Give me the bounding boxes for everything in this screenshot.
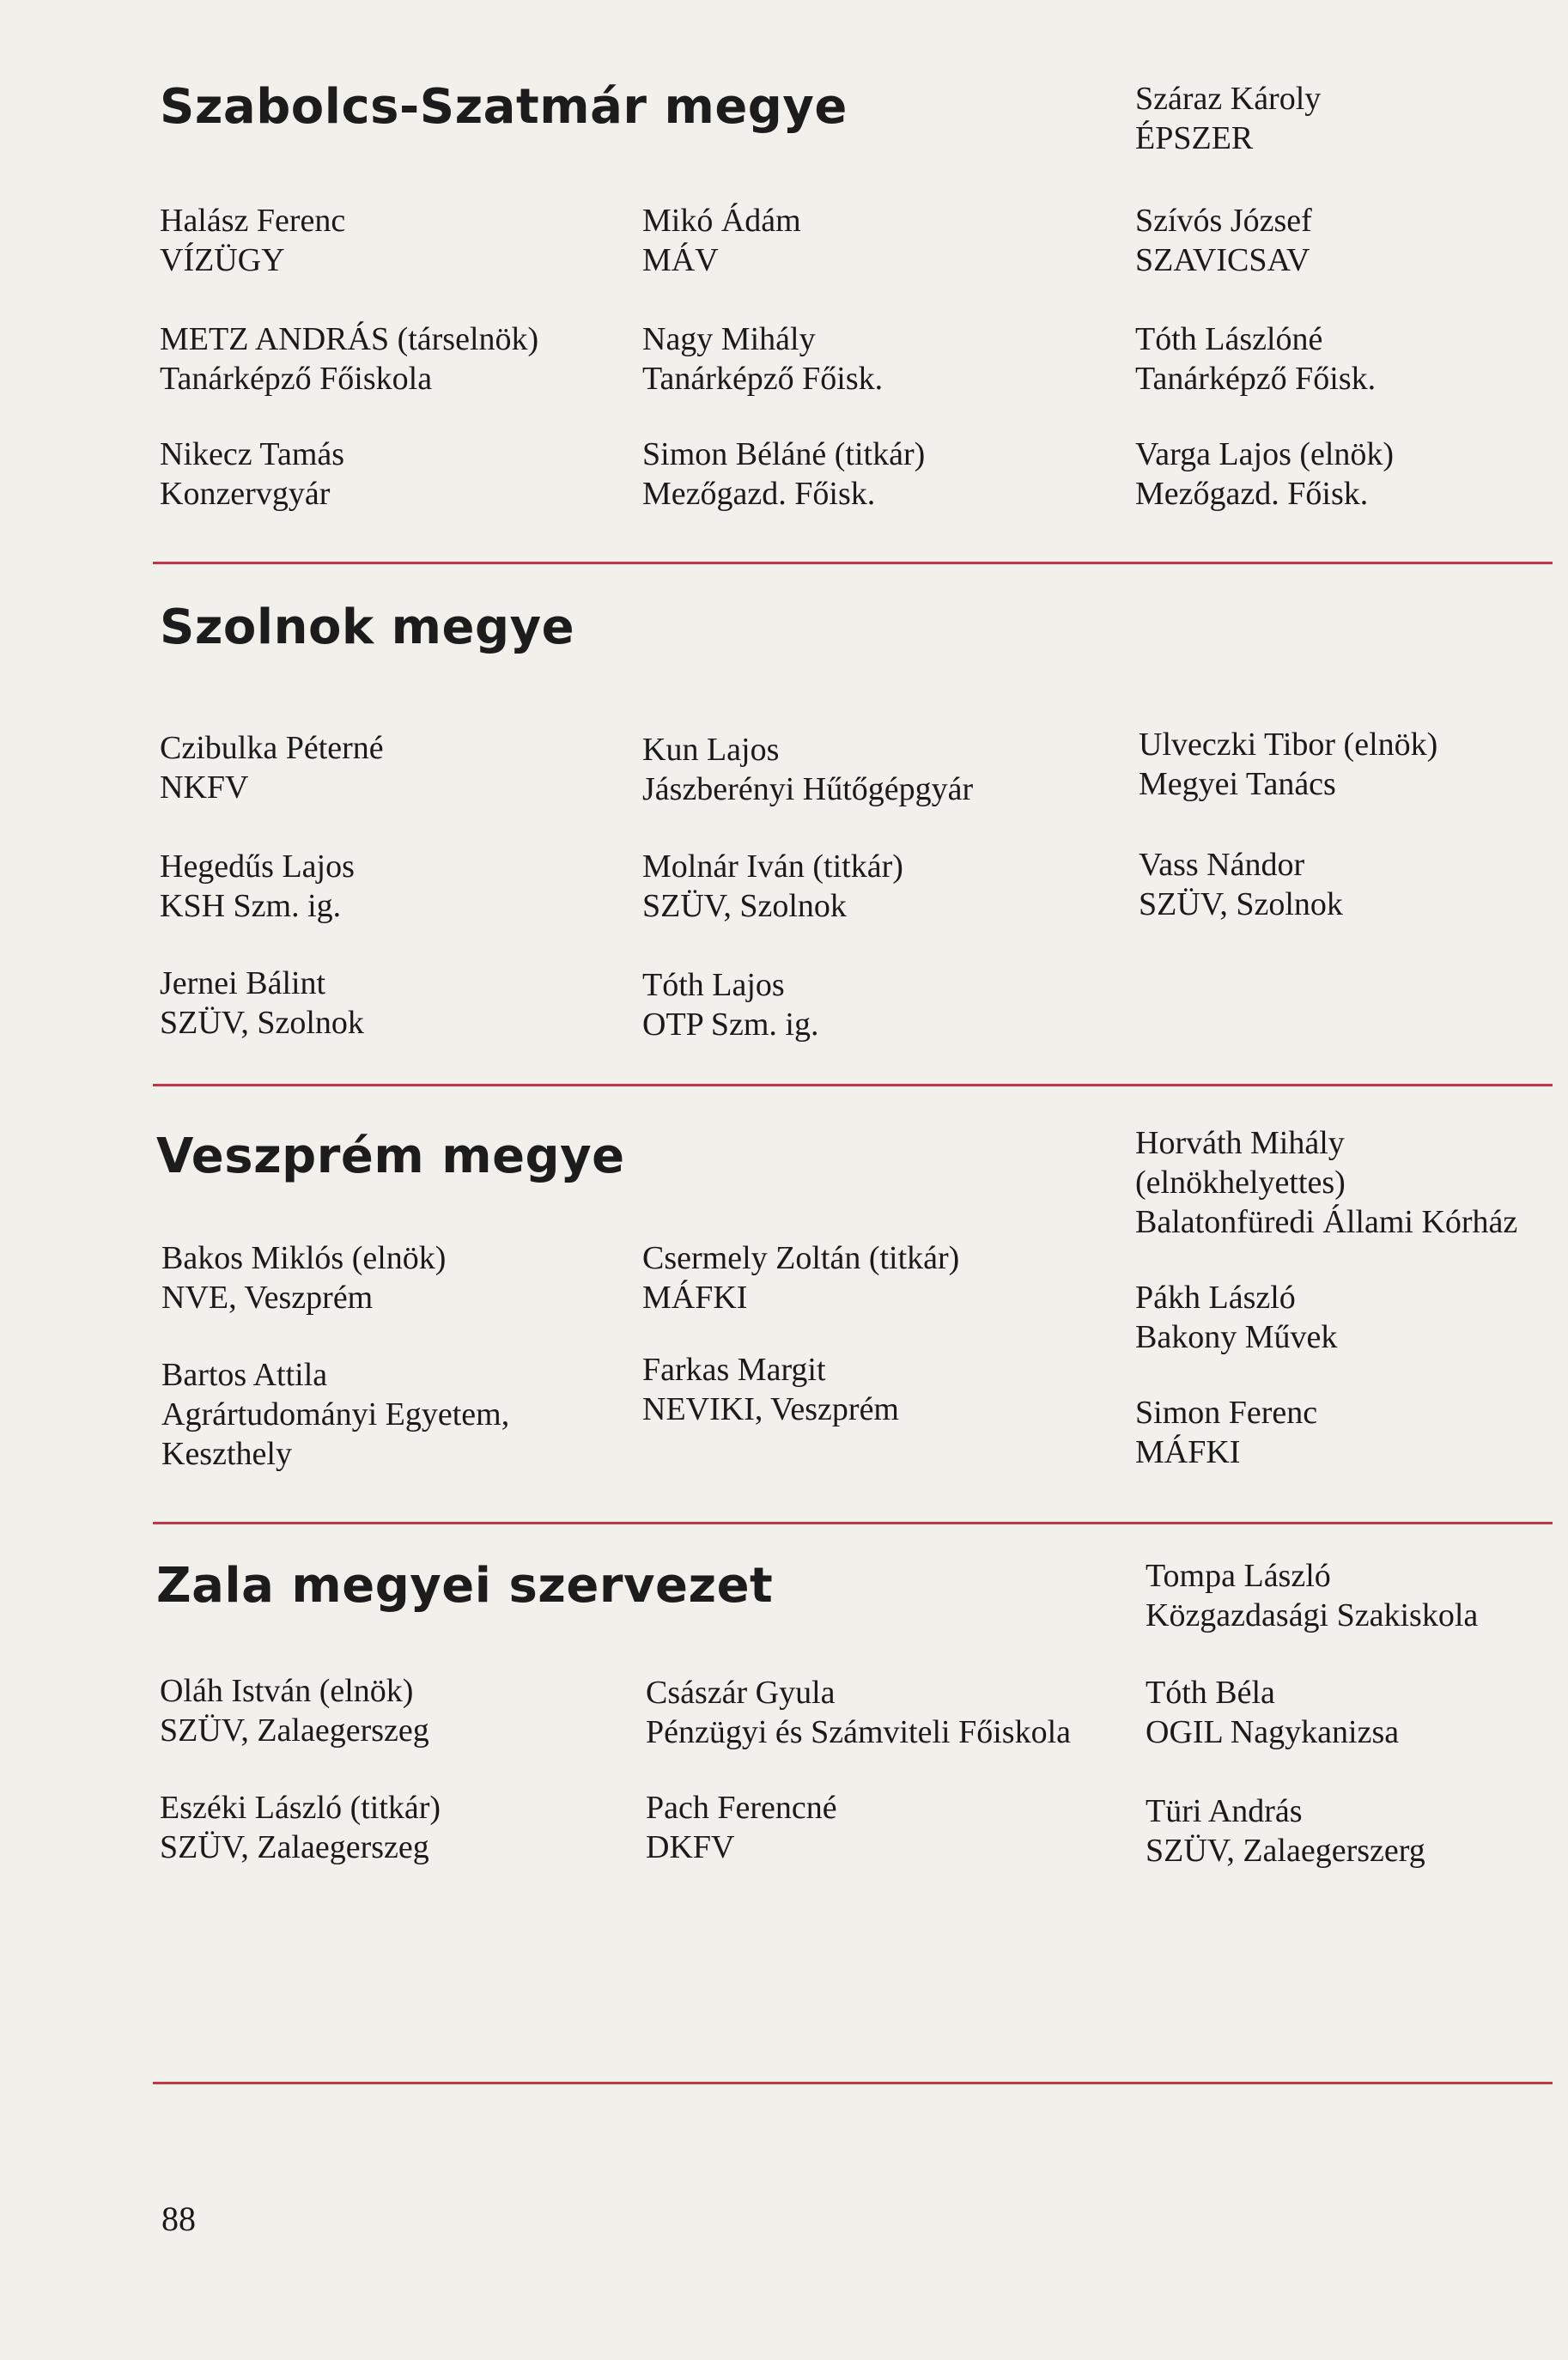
entry-name: Halász Ferenc [160,203,346,239]
page-number: 88 [161,2199,196,2238]
entry-bartos [161,1355,509,1474]
entry-czibulka [160,728,384,807]
entry-org: KSH Szm. ig. [160,888,342,924]
entry-simon-ferenc [1135,1393,1317,1472]
entry-szivos [1135,201,1312,280]
entry-org: Konzervgyár [160,476,331,512]
entry-org: MÁFKI [1135,1434,1241,1470]
section-divider [153,1084,1553,1086]
entry-name: Tóth Lászlóné [1135,321,1323,357]
entry-name: Csermely Zoltán (titkár) [642,1240,960,1276]
entry-horvath [1135,1123,1517,1242]
entry-name: Nagy Mihály [642,321,816,357]
entry-name: Ulveczki Tibor (elnök) [1139,727,1438,763]
entry-szaraz [1135,79,1321,158]
entry-halasz [160,201,345,280]
entry-org: Tanárképző Főisk. [1135,361,1377,397]
entry-vass [1139,845,1343,924]
entry-turi [1146,1791,1425,1870]
entry-org: SZÜV, Zalaegerszerg [1146,1833,1425,1869]
entry-org: (elnökhelyettes) [1135,1165,1346,1201]
entry-name: Bakos Miklós (elnök) [161,1240,447,1276]
section-divider [153,562,1553,564]
entry-nikecz [160,435,344,514]
entry-org: SZÜV, Zalaegerszeg [160,1829,429,1865]
entry-name: Czibulka Péterné [160,730,384,766]
entry-org: OTP Szm. ig. [642,1007,819,1043]
entry-name: Hegedűs Lajos [160,849,355,885]
entry-farkas [642,1350,899,1429]
entry-kun [642,730,973,809]
entry-org: Mezőgazd. Főisk. [1135,476,1369,512]
entry-org: Jászberényi Hűtőgépgyár [642,771,974,807]
entry-name: Varga Lajos (elnök) [1135,436,1395,472]
entry-eszeki [160,1788,441,1867]
entry-hegedus [160,847,355,926]
entry-org: Bakony Művek [1135,1319,1338,1355]
entry-name: Száraz Károly [1135,81,1322,117]
entry-name: Simon Ferenc [1135,1395,1318,1431]
entry-name: Szívós József [1135,203,1312,239]
entry-org2: Keszthely [161,1436,292,1472]
entry-org: NEVIKI, Veszprém [642,1391,899,1427]
entry-org: ÉPSZER [1135,120,1254,156]
entry-molnar [642,847,903,926]
entry-name: METZ ANDRÁS (társelnök) [160,321,539,357]
entry-org: SZÜV, Zalaegerszeg [160,1712,429,1749]
section-divider [153,2082,1553,2084]
entry-csaszar [646,1673,1071,1752]
entry-metz [160,319,538,398]
entry-toth-lajos [642,965,819,1044]
entry-org: SZÜV, Szolnok [160,1005,364,1041]
entry-name: Tóth Lajos [642,967,785,1003]
entry-name: Mikó Ádám [642,203,801,239]
entry-org: Pénzügyi és Számviteli Főiskola [646,1714,1072,1750]
entry-name: Tóth Béla [1146,1675,1275,1711]
entry-name: Farkas Margit [642,1352,826,1388]
entry-pakh [1135,1278,1337,1357]
section-divider [153,1522,1553,1524]
entry-olah [160,1671,429,1750]
entry-org: VÍZÜGY [160,242,285,278]
entry-org: MÁV [642,242,719,278]
entry-toth-laszlone [1135,319,1376,398]
section-title-zala: Zala megyei szervezet [156,1558,774,1614]
entry-name: Molnár Iván (titkár) [642,849,903,885]
entry-name: Pákh László [1135,1280,1296,1316]
entry-tompa [1146,1556,1478,1635]
entry-name: Eszéki László (titkár) [160,1790,441,1826]
entry-name: Türi András [1146,1793,1303,1829]
entry-name: Horváth Mihály [1135,1125,1345,1161]
entry-name: Nikecz Tamás [160,436,345,472]
entry-name: Pach Ferencné [646,1790,837,1826]
entry-name: Bartos Attila [161,1357,328,1393]
entry-org: SZÜV, Szolnok [642,888,847,924]
entry-name: Vass Nándor [1139,847,1305,883]
entry-org: DKFV [646,1829,735,1865]
entry-ulveczki [1139,725,1437,804]
entry-simon-belane [642,435,925,514]
entry-name: Simon Béláné (titkár) [642,436,926,472]
entry-org2: Balatonfüredi Állami Kórház [1135,1204,1518,1240]
entry-name: Jernei Bálint [160,965,326,1001]
section-title-szolnok: Szolnok megye [160,599,575,655]
entry-bakos [161,1238,446,1317]
entry-name: Császár Gyula [646,1675,836,1711]
entry-name: Kun Lajos [642,732,780,768]
entry-org: Megyei Tanács [1139,766,1336,802]
entry-org: SZAVICSAV [1135,242,1310,278]
section-title-veszprem: Veszprém megye [156,1128,625,1184]
entry-org: Közgazdasági Szakiskola [1146,1597,1479,1633]
entry-miko [642,201,801,280]
entry-org: NKFV [160,769,249,806]
entry-org: NVE, Veszprém [161,1280,374,1316]
entry-pach [646,1788,837,1867]
section-title-szabolcs: Szabolcs-Szatmár megye [160,79,848,135]
entry-jernei [160,964,364,1043]
entry-name: Tompa László [1146,1558,1331,1594]
entry-org: SZÜV, Szolnok [1139,886,1343,922]
entry-csermely [642,1238,959,1317]
entry-varga [1135,435,1394,514]
entry-org: Tanárképző Főisk. [642,361,884,397]
entry-org: Tanárképző Főiskola [160,361,433,397]
entry-nagy [642,319,883,398]
entry-org: OGIL Nagykanizsa [1146,1714,1400,1750]
entry-org: Agrártudományi Egyetem, [161,1396,510,1432]
entry-name: Oláh István (elnök) [160,1673,414,1709]
entry-toth-bela [1146,1673,1399,1752]
entry-org: MÁFKI [642,1280,748,1316]
entry-org: Mezőgazd. Főisk. [642,476,876,512]
